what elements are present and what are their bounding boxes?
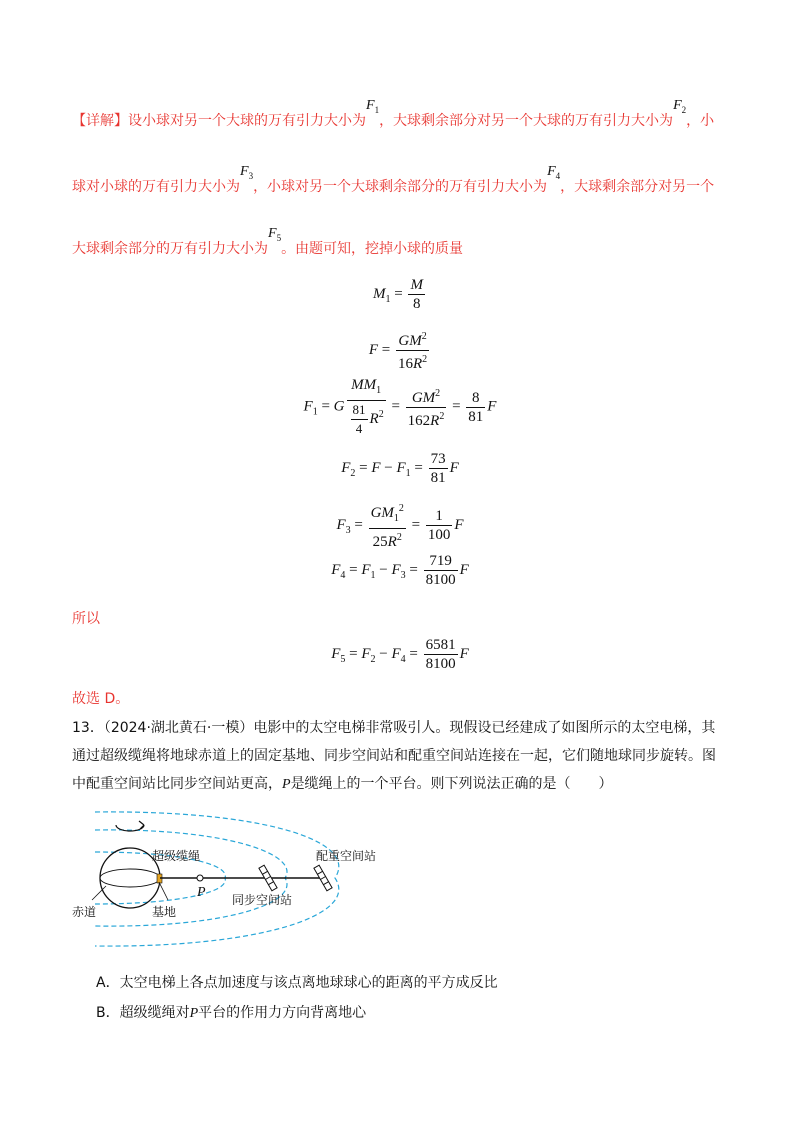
symbol-f5: $F_5$	[268, 226, 282, 243]
detail-line-2: 球对小球的万有引力大小为$F_3$，小球对另一个大球剩余部分的万有引力大小为$F_4$，大球剩余部分对另一个	[72, 164, 715, 195]
question-13	[72, 714, 732, 799]
question-line-1: 13．（2024·湖北黄石·一模）电影中的太空电梯非常吸引人。现假设已经建成了如图所示的太空电梯，其	[72, 720, 716, 736]
detail-line-3: 大球剩余部分的万有引力大小为$F_5$。由题可知，挖掉小球的质量	[72, 226, 464, 257]
detail-tag: 【详解】	[72, 113, 128, 129]
symbol-f4: $F_4$	[547, 164, 561, 181]
equator-line	[100, 869, 160, 887]
question-line-3: 中配重空间站比同步空间站更高，P是缆绳上的一个平台。则下列说法正确的是（ ）	[72, 776, 613, 792]
space-elevator-figure	[60, 800, 440, 960]
label-sync: 同步空间站	[232, 893, 293, 907]
so-label: 所以	[72, 611, 100, 627]
detail-line-1: 【详解】设小球对另一个大球的万有引力大小为$F_1$，大球剩余部分对另一个大球的万有引力大小为$F_2$，小	[72, 98, 715, 129]
label-counterweight: 配重空间站	[316, 849, 377, 863]
equation-f4: $F_4 = F_1 - F_3$ = $\frac{719}{8100}$ F	[331, 553, 469, 588]
equation-f2: $F_2 = F - F_1$ = $\frac{73}{81}$ F	[341, 451, 459, 486]
earth	[100, 848, 160, 908]
label-p: P	[197, 885, 206, 900]
label-base: 基地	[152, 905, 177, 919]
equation-f: F = $\frac{GM^2}{16R^2}$	[0, 328, 800, 373]
label-equator: 赤道	[72, 905, 97, 919]
option-a[interactable]: A．太空电梯上各点加速度与该点离地球球心的距离的平方成反比	[96, 975, 498, 991]
question-source: （2024·湖北黄石·一模）	[103, 720, 254, 736]
option-b[interactable]: B．超级缆绳对P平台的作用力方向背离地心	[96, 1005, 367, 1021]
equation-f1: $F_1 = G$ $MM_1$ $\frac{81}{4}$ $R^2$ = $\frac{GM^2}{162R^2}$ = $\frac{8}{81}$ F	[303, 377, 497, 436]
symbol-f1: $F_1$	[366, 98, 380, 115]
label-cable: 超级缆绳	[152, 849, 201, 863]
field-lines	[95, 812, 339, 946]
symbol-f3: $F_3$	[240, 164, 254, 181]
answer-line: 故选 D。	[72, 691, 130, 707]
equation-f3: $F_3$ = $\frac{GM_1^2}{25R^2}$ = $\frac{1}{100}$ F	[0, 500, 800, 551]
question-number: 13．	[72, 720, 104, 736]
equation-m1: $M_1$ = $\frac{M}{8}$	[373, 277, 423, 312]
question-line-2: 通过超级缆绳将地球赤道上的固定基地、同步空间站和配重空间站连接在一起，它们随地球同步旋转。图	[72, 748, 716, 764]
platform-p	[197, 875, 203, 881]
equation-f5: $F_5 = F_2 - F_4$ = $\frac{6581}{8100}$ F	[331, 637, 469, 672]
symbol-f2: $F_2$	[673, 98, 687, 115]
